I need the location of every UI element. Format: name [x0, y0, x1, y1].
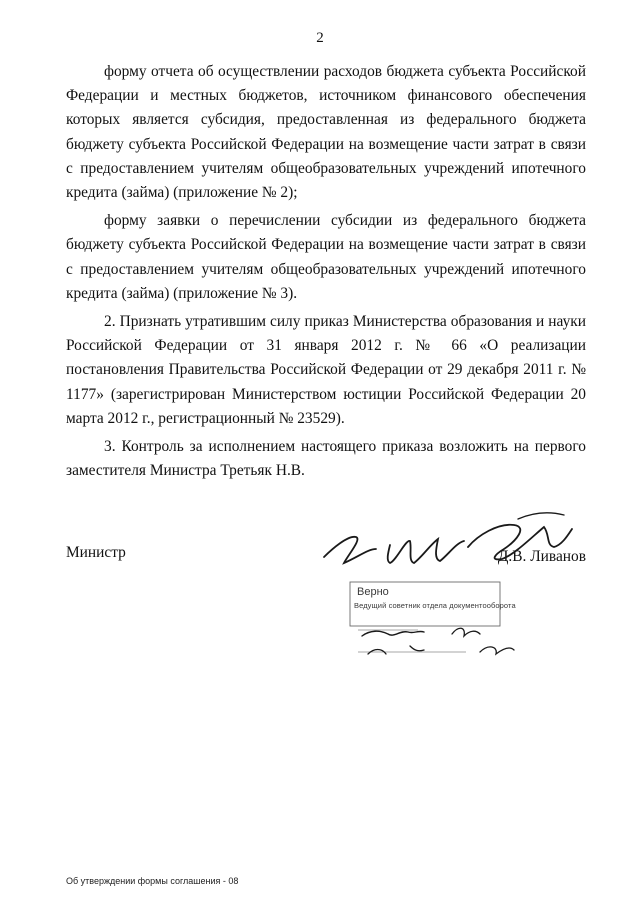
paragraph-application-form: форму заявки о перечислении субсидии из федерального бюджета бюджету субъекта Российской Федерации на возмещение части затрат в связи с предоставлением учителям общеобразовательных учреждений ипотечного кредита (займа) (приложение № 3).: [66, 212, 586, 302]
document-body: [66, 60, 586, 487]
page-footer: Об утверждении формы соглашения - 08: [66, 876, 239, 886]
paragraph-repeal-order: 2. Признать утратившим силу приказ Министерства образования и науки Российской Федерации от 31 января 2012 г. № 66 «О реализации постановления Правительства Российской Федерации от 29 декабря 2011 г. № 1177» (зарегистрирован Министерством юстиции Российской Федерации 20 марта 2012 г., регистрационный № 23529).: [66, 313, 586, 427]
stamp-word: Верно: [357, 586, 389, 598]
signer-name: Д.В. Ливанов: [497, 548, 586, 565]
position-title: Министр: [66, 544, 126, 561]
paragraph-report-form: форму отчета об осуществлении расходов бюджета субъекта Российской Федерации и местных бюджетов, источником финансового обеспечения которых является субсидия, предоставленная из федерального бюджета бюджету субъекта Российской Федерации на возмещение части затрат в связи с предоставлением учителям общеобразовательных учреждений ипотечного кредита (займа) (приложение № 2);: [66, 63, 586, 202]
page-number: 2: [316, 30, 324, 46]
handwritten-signature: [318, 505, 578, 583]
certification-stamp: [348, 580, 548, 672]
paragraph-control: 3. Контроль за исполнением настоящего приказа возложить на первого заместителя Министра Третьяк Н.В.: [66, 438, 586, 480]
stamp-department: Ведущий советник отдела документооборота: [354, 601, 516, 610]
